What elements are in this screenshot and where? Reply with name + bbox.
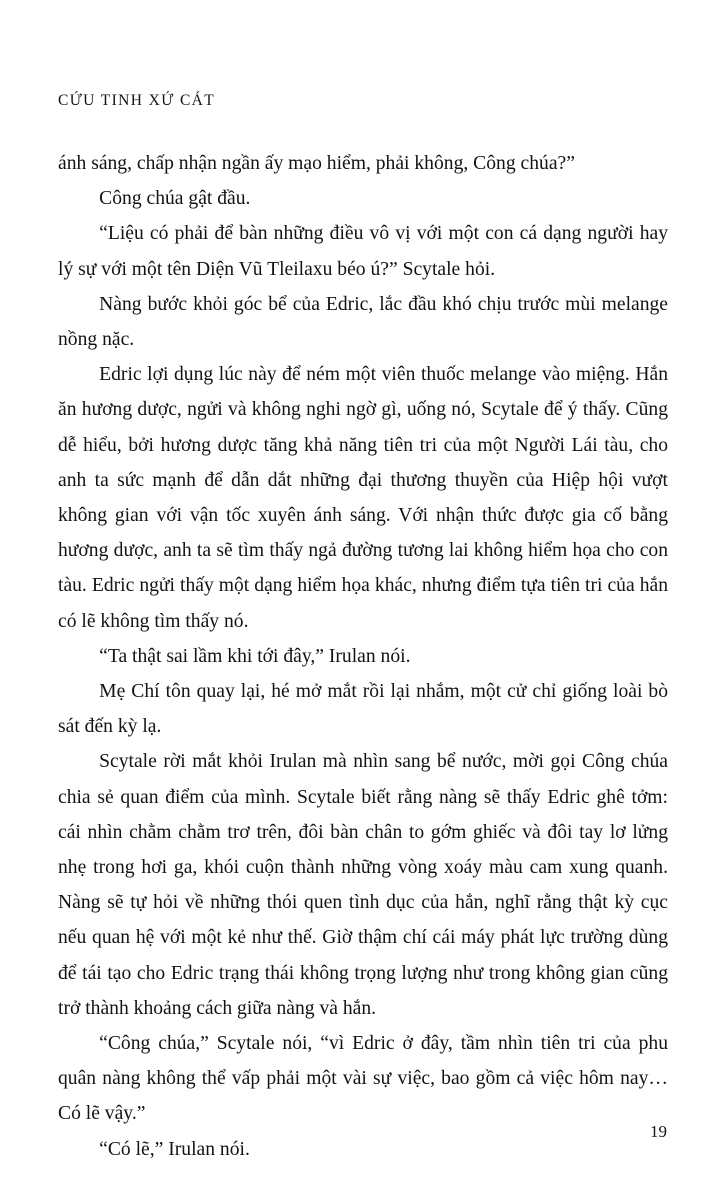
paragraph: Edric lợi dụng lúc này để ném một viên thuốc melange vào miệng. Hắn ăn hương dược, ngửi và không nghi ngờ gì, uống nó, Scytale để ý thấy. Cũng dễ hiểu, bởi hương dược tăng khả năng tiên tri của một Người Lái tàu, cho anh ta sức mạnh để dẫn dắt những đại thương thuyền của Hiệp hội vượt không gian với vận tốc xuyên ánh sáng. Với nhận thức được gia cố bằng hương dược, anh ta sẽ tìm thấy ngả đường tương lai không hiểm họa cho con tàu. Edric ngửi thấy một dạng hiểm họa khác, nhưng điểm tựa tiên tri của hắn có lẽ không tìm thấy nó. xyxy=(58,364,668,632)
paragraph: “Ta thật sai lầm khi tới đây,” Irulan nói. xyxy=(99,645,411,667)
body-text xyxy=(58,146,668,1167)
running-head: CỨU TINH XỨ CÁT xyxy=(58,92,216,109)
page-number: 19 xyxy=(650,1122,667,1141)
paragraph: ánh sáng, chấp nhận ngần ấy mạo hiểm, phải không, Công chúa?” xyxy=(58,153,575,174)
paragraph: Scytale rời mắt khỏi Irulan mà nhìn sang bể nước, mời gọi Công chúa chia sẻ quan điểm của mình. Scytale biết rằng nàng sẽ thấy Edric ghê tởm: cái nhìn chằm chằm trơ trên, đôi bàn chân to gớm ghiếc và đôi tay lơ lửng nhẹ trong hơi ga, khói cuộn thành những vòng xoáy màu cam xung quanh. Nàng sẽ tự hỏi về những thói quen tình dục của hắn, nghĩ rằng thật kỳ cục nếu quan hệ với một kẻ như thế. Giờ thậm chí cái máy phát lực trường dùng để tái tạo cho Edric trạng thái không trọng lượng như trong không gian cũng trở thành khoảng cách giữa nàng và hắn. xyxy=(58,751,668,1019)
paragraph: Mẹ Chí tôn quay lại, hé mở mắt rồi lại nhắm, một cử chỉ giống loài bò sát đến kỳ lạ. xyxy=(58,681,668,738)
paragraph: “Có lẽ,” Irulan nói. xyxy=(99,1138,250,1160)
paragraph: Công chúa gật đầu. xyxy=(99,188,251,210)
paragraph: “Công chúa,” Scytale nói, “vì Edric ở đây, tầm nhìn tiên tri của phu quân nàng không thể vấp phải một vài sự việc, bao gồm cả việc hôm nay… Có lẽ vậy.” xyxy=(58,1033,668,1125)
paragraph: Nàng bước khỏi góc bể của Edric, lắc đầu khó chịu trước mùi melange nồng nặc. xyxy=(58,293,668,351)
paragraph: “Liệu có phải để bàn những điều vô vị với một con cá dạng người hay lý sự với một tên Diện Vũ Tleilaxu béo ú?” Scytale hỏi. xyxy=(58,223,668,280)
